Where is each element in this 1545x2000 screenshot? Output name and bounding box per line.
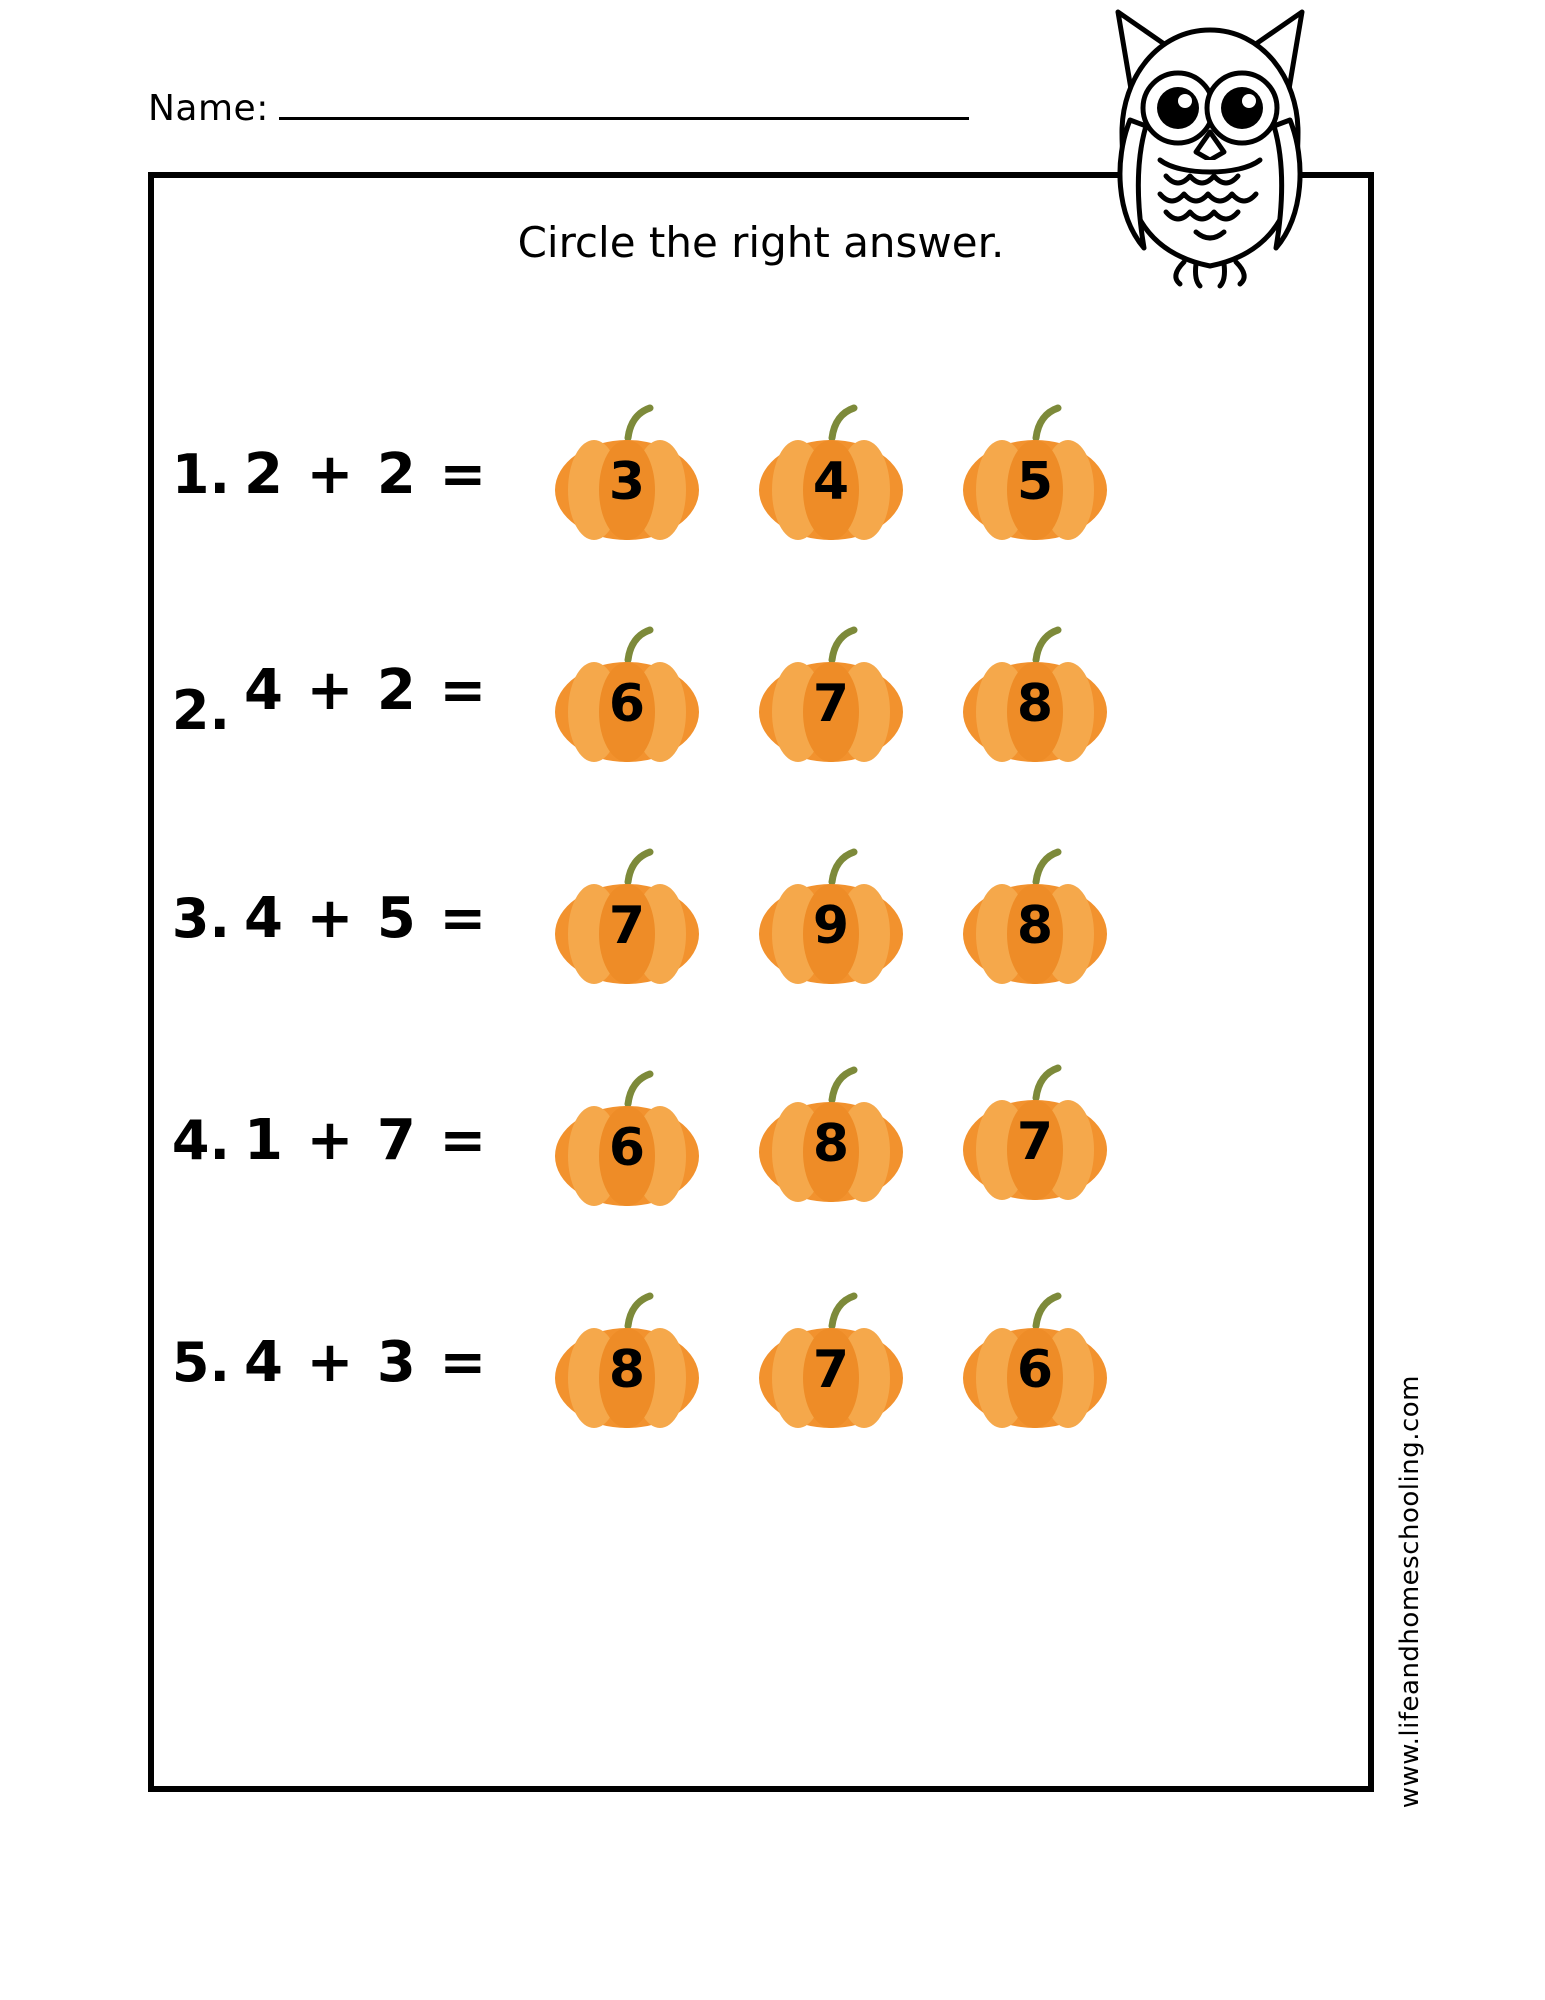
problem-equation: 4 + 3 =	[244, 1329, 489, 1395]
answer-choice-pumpkin[interactable]	[952, 404, 1118, 544]
choice-value: 5	[1016, 452, 1054, 512]
name-field-row	[148, 88, 969, 129]
problem-row	[154, 363, 1368, 585]
answer-choice-pumpkin[interactable]	[748, 404, 914, 544]
name-label: Name:	[148, 88, 269, 129]
answer-choice-pumpkin[interactable]	[952, 1064, 1118, 1204]
worksheet-body	[148, 172, 1374, 1792]
problem-row	[154, 585, 1368, 807]
problem-number: 1.	[171, 442, 230, 506]
owl-icon	[1100, 0, 1320, 290]
choice-value: 7	[812, 1340, 850, 1400]
answer-choice-pumpkin[interactable]	[952, 848, 1118, 988]
answer-choice-pumpkin[interactable]	[544, 1070, 710, 1210]
choice-value: 8	[608, 1340, 646, 1400]
choice-value: 6	[1016, 1340, 1054, 1400]
problem-number: 2.	[171, 678, 230, 742]
name-input-line[interactable]	[279, 109, 969, 120]
problem-number: 4.	[171, 1108, 230, 1172]
answer-choice-pumpkin[interactable]	[748, 848, 914, 988]
choice-value: 8	[1016, 674, 1054, 734]
choice-value: 9	[812, 896, 850, 956]
choice-value: 8	[812, 1114, 850, 1174]
choice-value: 7	[608, 896, 646, 956]
problem-row	[154, 1251, 1368, 1473]
answer-choice-pumpkin[interactable]	[748, 1066, 914, 1206]
answer-choices	[544, 1070, 1118, 1210]
answer-choice-pumpkin[interactable]	[748, 1292, 914, 1432]
choice-value: 7	[812, 674, 850, 734]
choice-value: 7	[1016, 1112, 1054, 1172]
choice-value: 8	[1016, 896, 1054, 956]
problem-equation: 4 + 2 =	[244, 657, 489, 723]
problem-row	[154, 807, 1368, 1029]
site-url-watermark: www.lifeandhomeschooling.com	[1395, 1375, 1425, 1809]
answer-choice-pumpkin[interactable]	[544, 848, 710, 988]
problem-row	[154, 1029, 1368, 1251]
choice-value: 4	[812, 452, 850, 512]
choice-value: 6	[608, 674, 646, 734]
answer-choices	[544, 626, 1118, 766]
answer-choice-pumpkin[interactable]	[952, 626, 1118, 766]
answer-choice-pumpkin[interactable]	[952, 1292, 1118, 1432]
answer-choice-pumpkin[interactable]	[544, 1292, 710, 1432]
answer-choice-pumpkin[interactable]	[544, 404, 710, 544]
problem-equation: 2 + 2 =	[244, 441, 489, 507]
choice-value: 6	[608, 1118, 646, 1178]
answer-choices	[544, 1292, 1118, 1432]
choice-value: 3	[608, 452, 646, 512]
problem-number: 3.	[171, 886, 230, 950]
problem-number: 5.	[171, 1330, 230, 1394]
problem-equation: 4 + 5 =	[244, 885, 489, 951]
answer-choice-pumpkin[interactable]	[748, 626, 914, 766]
problem-list	[154, 363, 1368, 1473]
answer-choice-pumpkin[interactable]	[544, 626, 710, 766]
answer-choices	[544, 404, 1118, 544]
instruction-text: Circle the right answer.	[517, 218, 1005, 267]
answer-choices	[544, 848, 1118, 988]
problem-equation: 1 + 7 =	[244, 1107, 489, 1173]
